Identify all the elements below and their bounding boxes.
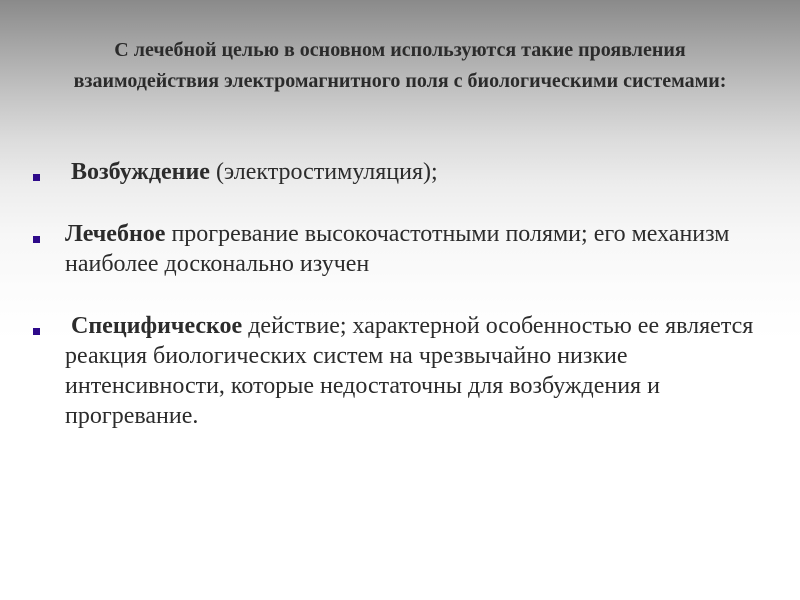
list-item (30, 311, 770, 431)
bullet-term: Лечебное (65, 221, 166, 247)
list-item (30, 219, 770, 279)
slide-title: С лечебной целью в основном используются такие проявления взаимодействия электромагнитного поля с биологическими системами: (73, 39, 727, 92)
bullet-term: Возбуждение (71, 159, 210, 185)
square-bullet-icon (33, 328, 40, 335)
square-bullet-icon (33, 236, 40, 243)
bullet-term: Специфическое (71, 313, 243, 339)
square-bullet-icon (33, 174, 40, 181)
bullet-list (30, 157, 770, 431)
list-item (30, 157, 770, 187)
bullet-text: (электростимуляция); (209, 159, 438, 185)
bullet-text: действие; характерной особенностью ее является реакция биологических систем на чрезвычайно низкие интенсивности, которые недостаточны для возбуждения и прогревание. (65, 313, 754, 429)
bullet-text: прогревание высокочастотными полями; его механизм наиболее досконально изучен (65, 221, 730, 277)
